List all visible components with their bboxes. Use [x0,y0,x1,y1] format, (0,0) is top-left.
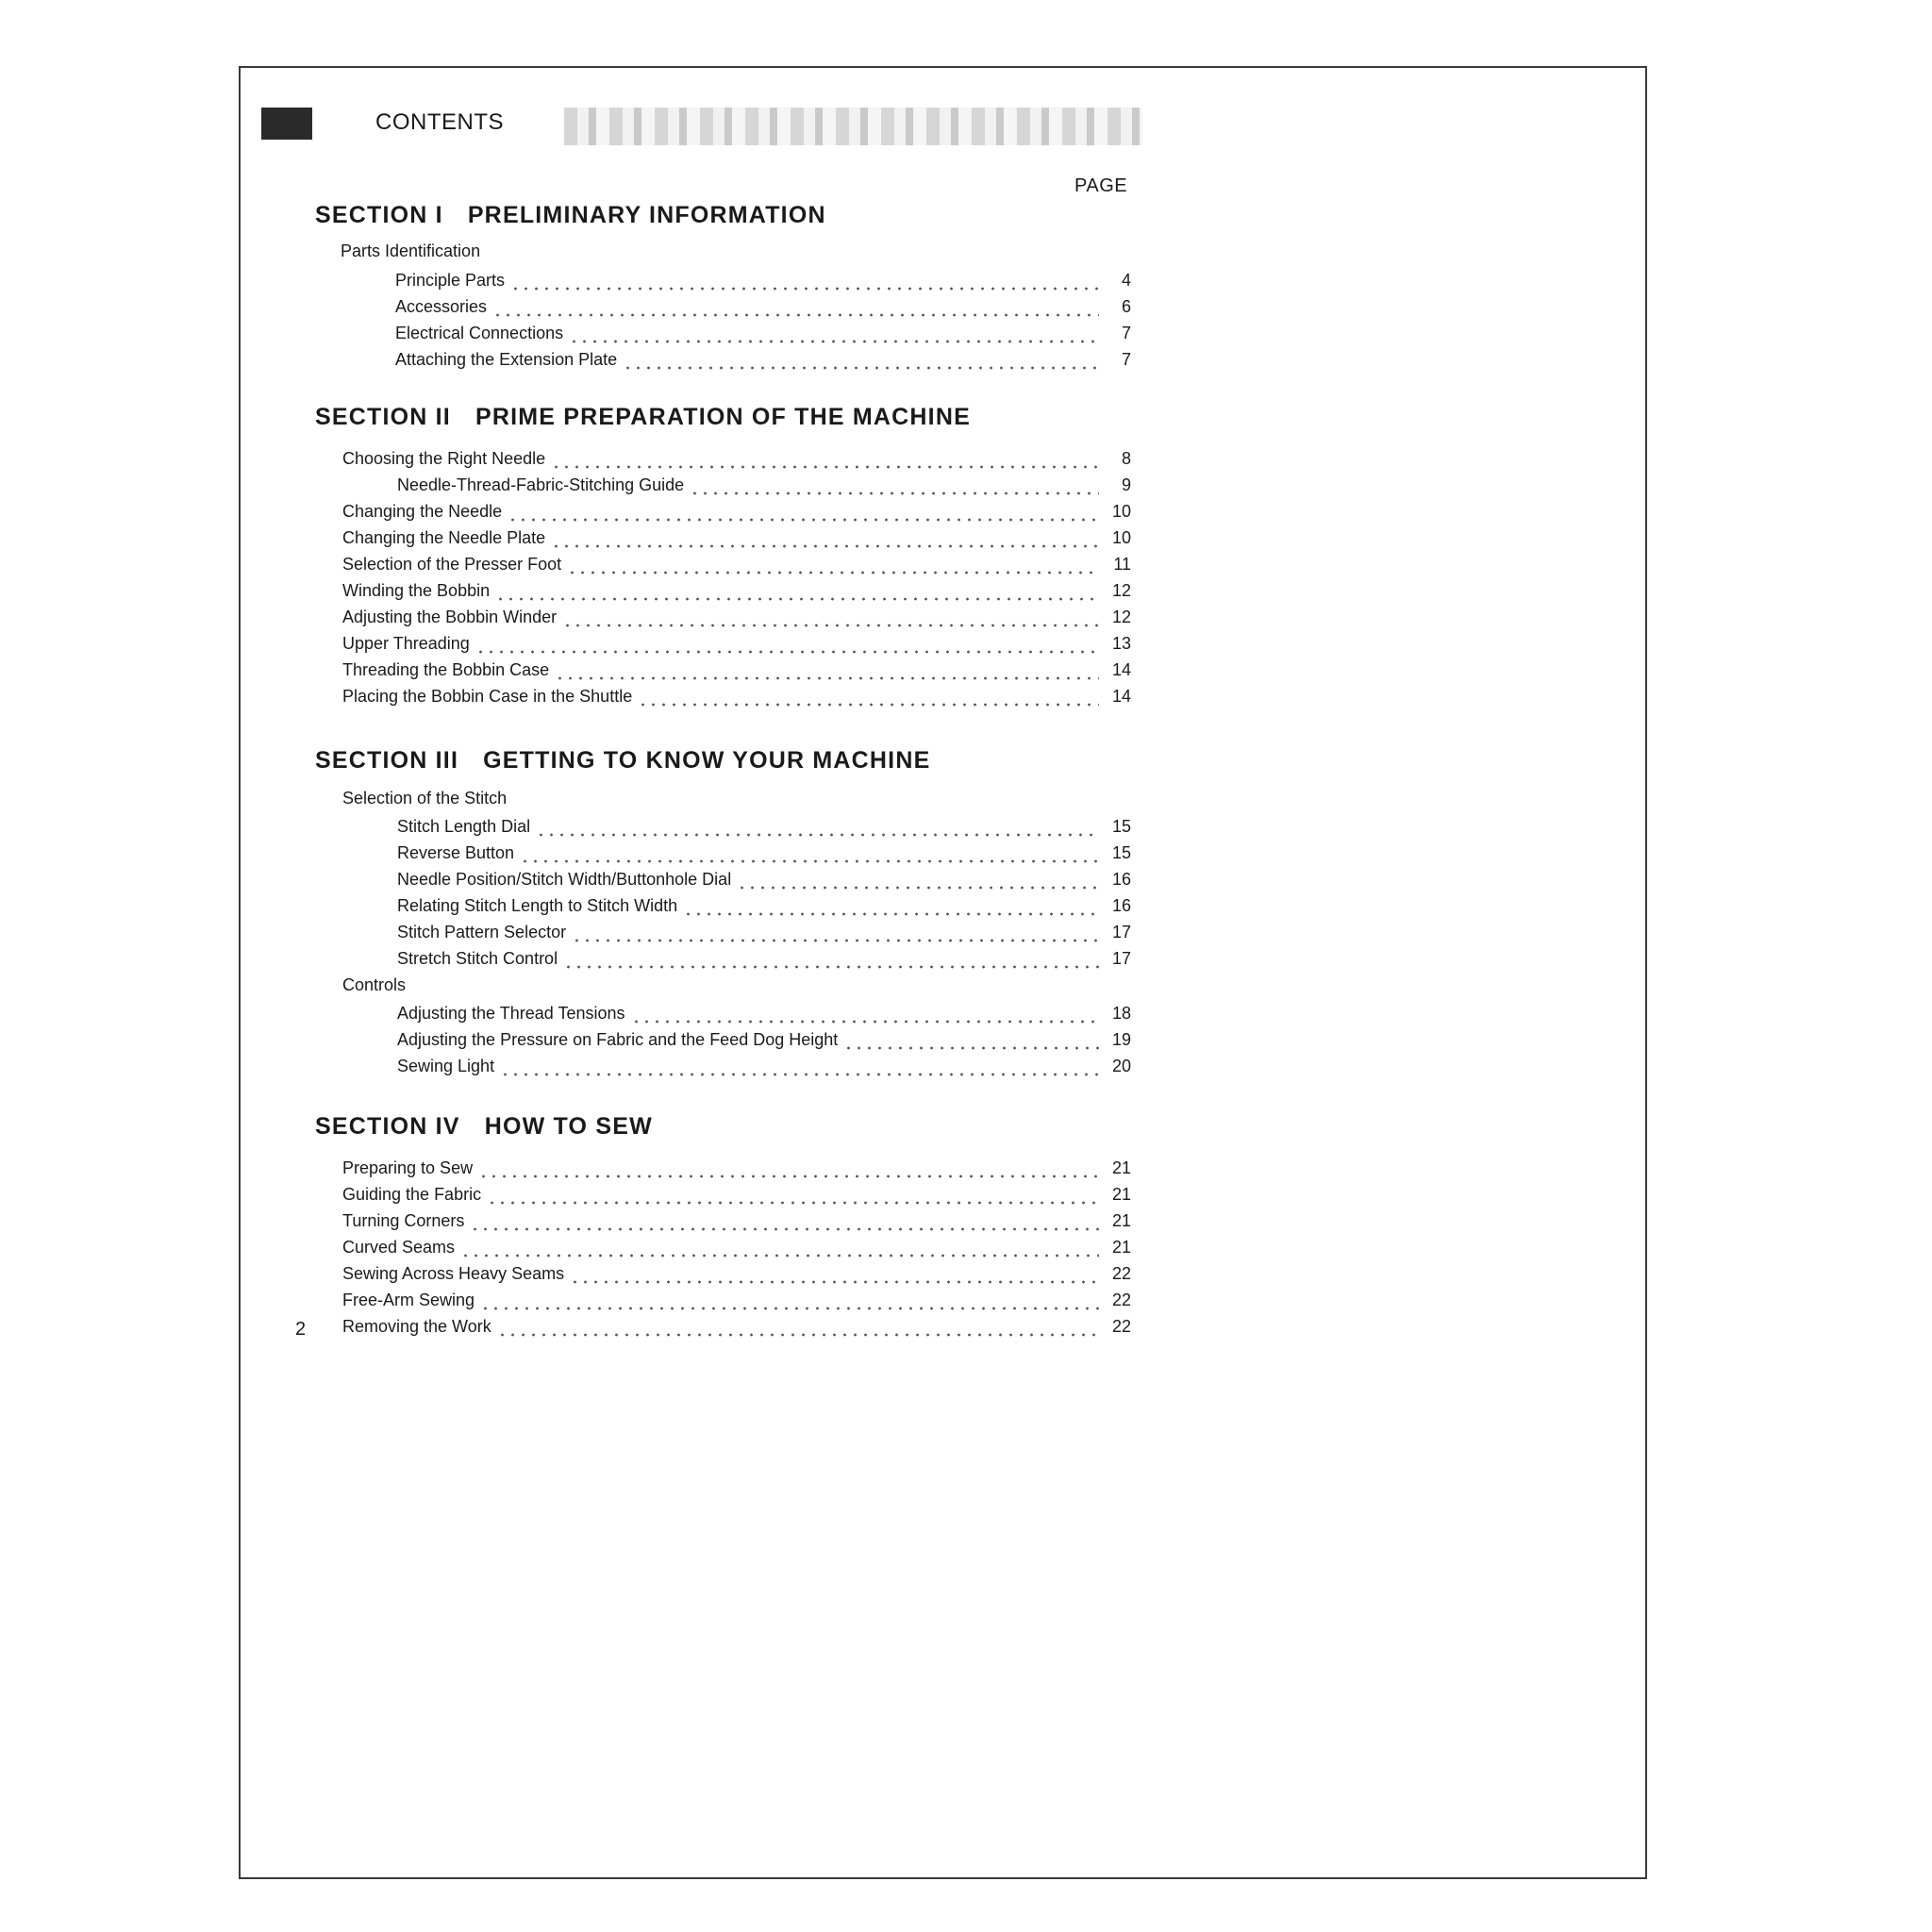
toc-entry[interactable] [397,1002,1131,1024]
entry-page-number: 7 [1121,350,1131,369]
entry-page-number: 17 [1111,949,1131,968]
section-number: SECTION I [315,202,443,228]
entry-page-number: 4 [1121,271,1131,290]
entry-title: Sewing Light [397,1057,495,1075]
entry-page-number: 11 [1113,555,1131,574]
entry-title: Changing the Needle [342,502,503,521]
entry-title: Preparing to Sew [342,1158,474,1177]
dot-leader [460,1236,1099,1258]
group-label: Parts Identification [341,242,481,260]
toc-entry[interactable] [395,295,1131,318]
section-title: HOW TO SEW [484,1113,653,1140]
entry-title: Stitch Pattern Selector [397,923,567,941]
entry-title: Adjusting the Bobbin Winder [342,608,558,626]
toc-entry[interactable] [342,632,1131,655]
toc-entry[interactable] [342,1289,1131,1311]
dot-leader [563,947,1099,970]
dot-leader [497,1315,1099,1338]
dot-leader [492,295,1099,318]
section-title: PRIME PREPARATION OF THE MACHINE [475,404,971,430]
entry-title: Selection of the Presser Foot [342,555,562,574]
toc-entry[interactable] [342,1236,1131,1258]
entry-page-number: 12 [1111,581,1131,600]
entry-page-number: 16 [1111,896,1131,915]
entry-title: Threading the Bobbin Case [342,660,550,679]
entry-page-number: 22 [1111,1317,1131,1336]
section-heading [315,404,971,431]
toc-entry[interactable] [395,322,1131,344]
dot-leader [508,500,1099,523]
toc-entry[interactable] [395,348,1131,371]
section-heading [315,202,826,229]
dot-leader [500,1055,1099,1077]
dot-leader [567,553,1099,575]
dot-leader [551,447,1099,470]
toc-entry[interactable] [395,269,1131,291]
dot-leader [520,841,1099,864]
entry-page-number: 21 [1111,1185,1131,1204]
entry-page-number: 21 [1111,1238,1131,1257]
entry-title: Relating Stitch Length to Stitch Width [397,896,678,915]
entry-page-number: 14 [1111,687,1131,706]
toc-entry[interactable] [342,1157,1131,1179]
dot-leader [510,269,1099,291]
dot-leader [487,1183,1099,1206]
toc-entry[interactable] [342,526,1131,549]
group-label: Controls [342,975,407,994]
entry-title: Changing the Needle Plate [342,528,546,547]
entry-title: Adjusting the Pressure on Fabric and the Feed Dog Height [397,1030,839,1049]
dot-leader [737,868,1099,891]
dot-leader [562,606,1099,628]
section-title: GETTING TO KNOW YOUR MACHINE [483,747,931,774]
toc-entry[interactable] [342,1183,1131,1206]
entry-title: Removing the Work [342,1317,491,1336]
entry-page-number: 21 [1111,1158,1131,1177]
entry-title: Placing the Bobbin Case in the Shuttle [342,687,633,706]
dot-leader [638,685,1099,708]
toc-entry[interactable] [397,474,1131,496]
entry-page-number: 15 [1111,843,1131,862]
entry-title: Adjusting the Thread Tensions [397,1004,625,1023]
entry-page-number: 20 [1111,1057,1131,1075]
entry-page-number: 10 [1111,528,1131,547]
toc-entry[interactable] [342,1262,1131,1285]
dot-leader [690,474,1099,496]
entry-title: Needle-Thread-Fabric-Stitching Guide [397,475,685,494]
entry-title: Stretch Stitch Control [397,949,558,968]
entry-title: Free-Arm Sewing [342,1291,475,1309]
toc-entry[interactable] [342,500,1131,523]
entry-title: Electrical Connections [395,324,564,342]
dot-leader [683,894,1099,917]
dot-leader [480,1289,1099,1311]
entry-page-number: 18 [1111,1004,1131,1023]
dot-leader [555,658,1099,681]
entry-title: Turning Corners [342,1211,465,1230]
entry-title: Needle Position/Stitch Width/Buttonhole Dial [397,870,732,889]
toc-entry[interactable] [397,894,1131,917]
toc-entry[interactable] [342,1209,1131,1232]
dot-leader [572,921,1099,943]
toc-entry[interactable] [397,921,1131,943]
entry-title: Stitch Length Dial [397,817,531,836]
toc-entry[interactable] [397,947,1131,970]
toc-entry[interactable] [397,1055,1131,1077]
dot-leader [631,1002,1100,1024]
entry-title: Accessories [395,297,488,316]
entry-page-number: 15 [1111,817,1131,836]
toc-entry[interactable] [342,579,1131,602]
entry-title: Attaching the Extension Plate [395,350,618,369]
toc-entry[interactable] [342,447,1131,470]
entry-page-number: 10 [1111,502,1131,521]
section-heading [315,747,930,774]
entry-title: Winding the Bobbin [342,581,491,600]
entry-page-number: 13 [1111,634,1131,653]
group-label: Selection of the Stitch [342,789,508,808]
header-halftone-band [564,108,1142,145]
toc-entry[interactable] [342,606,1131,628]
entry-title: Sewing Across Heavy Seams [342,1264,565,1283]
dot-leader [470,1209,1099,1232]
dot-leader [475,632,1099,655]
entry-page-number: 17 [1111,923,1131,941]
toc-entry[interactable] [397,868,1131,891]
page-column-label: PAGE [1074,175,1128,196]
section-number: SECTION II [315,404,451,430]
toc-entry[interactable] [397,815,1131,838]
entry-page-number: 12 [1111,608,1131,626]
toc-entry[interactable] [342,685,1131,708]
contents-title: CONTENTS [375,109,504,135]
entry-page-number: 8 [1121,449,1131,468]
dot-leader [478,1157,1099,1179]
dot-leader [570,1262,1099,1285]
entry-page-number: 7 [1121,324,1131,342]
entry-title: Choosing the Right Needle [342,449,546,468]
entry-page-number: 21 [1111,1211,1131,1230]
toc-entry[interactable] [397,841,1131,864]
dot-leader [495,579,1099,602]
section-number: SECTION IV [315,1113,460,1140]
entry-title: Reverse Button [397,843,515,862]
entry-title: Curved Seams [342,1238,456,1257]
entry-page-number: 6 [1121,297,1131,316]
entry-title: Upper Threading [342,634,470,653]
dot-leader [551,526,1099,549]
entry-page-number: 22 [1111,1264,1131,1283]
entry-title: Guiding the Fabric [342,1185,482,1204]
dot-leader [843,1028,1099,1051]
page-number: 2 [295,1319,307,1340]
section-number: SECTION III [315,747,459,774]
toc-entry[interactable] [397,1028,1131,1051]
toc-entry[interactable] [342,1315,1131,1338]
dot-leader [623,348,1099,371]
section-title: PRELIMINARY INFORMATION [467,202,826,228]
entry-page-number: 19 [1111,1030,1131,1049]
entry-page-number: 9 [1121,475,1131,494]
entry-title: Principle Parts [395,271,506,290]
entry-page-number: 16 [1111,870,1131,889]
entry-page-number: 14 [1111,660,1131,679]
entry-page-number: 22 [1111,1291,1131,1309]
dot-leader [536,815,1099,838]
header-mark [261,108,312,140]
toc-entry[interactable] [342,658,1131,681]
dot-leader [569,322,1099,344]
section-heading [315,1113,653,1141]
toc-entry[interactable] [342,553,1131,575]
